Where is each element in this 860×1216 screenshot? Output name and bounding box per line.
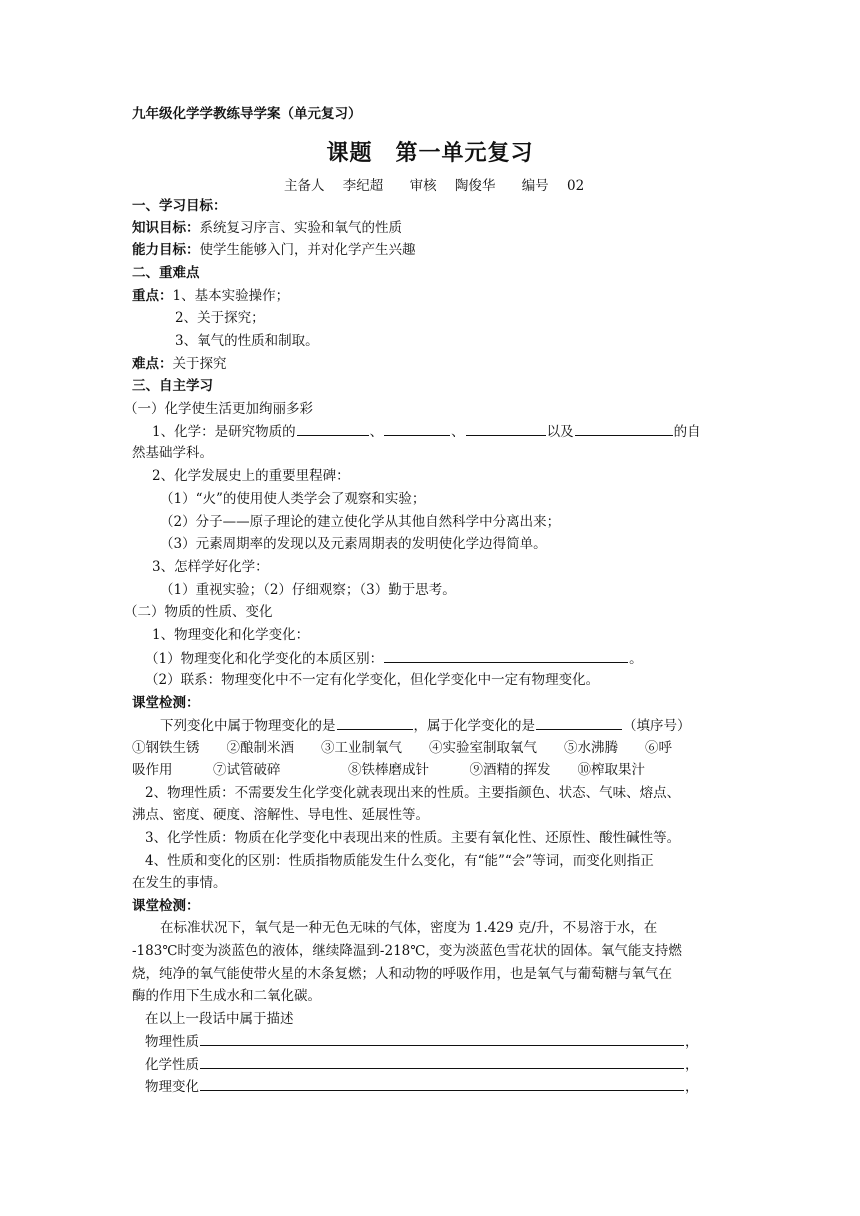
key-point-3: 3、氧气的性质和制取。 xyxy=(175,333,319,349)
passage-line-1: 在标准状况下，氧气是一种无色无味的气体，密度为 1.429 克/升，不易溶于水，在 xyxy=(160,920,658,936)
blank-field[interactable] xyxy=(200,1031,684,1046)
part-2-title: （二）物质的性质、变化 xyxy=(124,604,273,620)
preparer-label: 主备人 xyxy=(284,178,325,194)
blank-field[interactable] xyxy=(536,715,622,730)
options-line-2: 吸作用 ⑦试管破碎 ⑧铁棒磨成针 ⑨酒精的挥发 ⑩榨取果汁 xyxy=(132,762,645,778)
q1-line xyxy=(152,421,701,442)
blank-field[interactable] xyxy=(297,421,369,436)
reviewer-name: 陶俊华 xyxy=(454,178,496,194)
ability-goal xyxy=(132,240,416,260)
c1-item-2: （2）联系：物理变化中不一定有化学变化，但化学变化中一定有物理变化。 xyxy=(145,672,600,688)
describe-prompt: 在以上一段话中属于描述 xyxy=(145,1011,294,1027)
reviewer-label: 审核 xyxy=(409,178,437,194)
c2-line-1: 2、物理性质：不需要发生化学变化就表现出来的性质。主要指颜色、状态、气味、熔点、 xyxy=(145,785,681,801)
blank-field[interactable] xyxy=(575,421,673,436)
difficult-point xyxy=(132,354,227,374)
blank-field[interactable] xyxy=(200,1076,684,1091)
key-text-1: 1、基本实验操作； xyxy=(172,288,290,304)
check-1-text-c: （填序号） xyxy=(623,718,691,734)
answer-physical-property xyxy=(145,1031,699,1052)
section-2-heading: 二、重难点 xyxy=(132,265,200,281)
meta-line xyxy=(284,174,598,194)
c1: 1、物理变化和化学变化： xyxy=(152,627,310,643)
section-1-heading: 一、学习目标： xyxy=(132,198,227,214)
q3: 3、怎样学好化学： xyxy=(152,559,269,575)
knowledge-goal xyxy=(132,218,402,238)
q2-item-1: （1）“火”的使用使人类学会了观察和实验； xyxy=(160,491,426,507)
options-line-1: ①钢铁生锈 ②酿制米酒 ③工业制氧气 ④实验室制取氧气 ⑤水沸腾 ⑥呼 xyxy=(132,740,672,756)
blank-field[interactable] xyxy=(337,715,413,730)
q1-text-b: 以及 xyxy=(546,424,574,440)
c1-item-1-text: （1）物理变化和化学变化的本质区别： xyxy=(145,651,384,667)
knowledge-label: 知识目标： xyxy=(132,220,200,236)
blank-field[interactable] xyxy=(384,648,628,663)
diff-label: 难点： xyxy=(132,356,173,372)
diff-text: 关于探究 xyxy=(172,356,227,372)
comma: ， xyxy=(685,1057,699,1073)
c2-line-2: 沸点、密度、硬度、溶解性、导电性、延展性等。 xyxy=(132,807,429,823)
answer-chemical-property xyxy=(145,1054,699,1075)
comma: ， xyxy=(685,1079,699,1095)
q1-text-c: 的自 xyxy=(673,424,701,440)
ability-text: 使学生能够入门，并对化学产生兴趣 xyxy=(199,242,416,258)
number-value: 02 xyxy=(566,178,585,194)
chem-prop-label: 化学性质 xyxy=(145,1057,199,1073)
key-label: 重点： xyxy=(132,288,173,304)
ability-label: 能力目标： xyxy=(132,242,200,258)
check-2-heading: 课堂检测： xyxy=(132,898,200,914)
part-1-title: （一）化学使生活更加绚丽多彩 xyxy=(124,401,313,417)
key-point-1 xyxy=(132,286,289,306)
blank-field[interactable] xyxy=(466,421,546,436)
q2-item-3: （3）元素周期率的发现以及元素周期表的发明使化学边得简单。 xyxy=(160,536,547,552)
preparer-name: 李纪超 xyxy=(342,178,384,194)
comma: ， xyxy=(685,1034,699,1050)
doc-header: 九年级化学学教练导学案（单元复习） xyxy=(132,106,362,122)
phys-prop-label: 物理性质 xyxy=(145,1034,199,1050)
check-1-heading: 课堂检测： xyxy=(132,695,200,711)
knowledge-text: 系统复习序言、实验和氧气的性质 xyxy=(199,220,402,236)
q1-separator: 、 xyxy=(369,424,384,440)
check-1-question xyxy=(160,715,691,736)
c3: 3、化学性质：物质在化学变化中表现出来的性质。主要有氧化性、还原性、酸性碱性等。 xyxy=(145,830,681,846)
passage-line-2: -183℃时变为淡蓝色的液体，继续降温到-218℃，变为淡蓝色雪花状的固体。氧气能支持燃 xyxy=(132,943,682,959)
q1-text-a: 1、化学：是研究物质的 xyxy=(152,424,296,440)
q3-items: （1）重视实验；（2）仔细观察；（3）勤于思考。 xyxy=(160,582,456,598)
q2: 2、化学发展史上的重要里程碑： xyxy=(152,468,350,484)
passage-line-3: 烧，纯净的氧气能使带火星的木条复燃；人和动物的呼吸作用，也是氧气与葡萄糖与氧气在 xyxy=(132,966,672,982)
answer-physical-change xyxy=(145,1076,699,1097)
c1-item-1-end: 。 xyxy=(629,651,643,667)
check-1-text-a: 下列变化中属于物理变化的是 xyxy=(160,718,336,734)
phys-change-label: 物理变化 xyxy=(145,1079,199,1095)
page-title: 课题 第一单元复习 xyxy=(326,140,534,166)
section-3-heading: 三、自主学习 xyxy=(132,378,213,394)
q1-continuation: 然基础学科。 xyxy=(132,445,213,461)
q2-item-2: （2）分子——原子理论的建立使化学从其他自然科学中分离出来； xyxy=(160,514,561,530)
check-1-text-b: ，属于化学变化的是 xyxy=(413,718,535,734)
number-label: 编号 xyxy=(521,178,549,194)
c4-line-1: 4、性质和变化的区别：性质指物质能发生什么变化，有“能”“会”等词，而变化则指正 xyxy=(145,853,654,869)
q1-separator: 、 xyxy=(451,424,465,440)
passage-line-4: 酶的作用下生成水和二氧化碳。 xyxy=(132,988,321,1004)
c4-line-2: 在发生的事情。 xyxy=(132,875,227,891)
c1-item-1 xyxy=(145,648,643,669)
blank-field[interactable] xyxy=(384,421,450,436)
blank-field[interactable] xyxy=(200,1054,684,1069)
key-point-2: 2、关于探究； xyxy=(175,310,265,326)
